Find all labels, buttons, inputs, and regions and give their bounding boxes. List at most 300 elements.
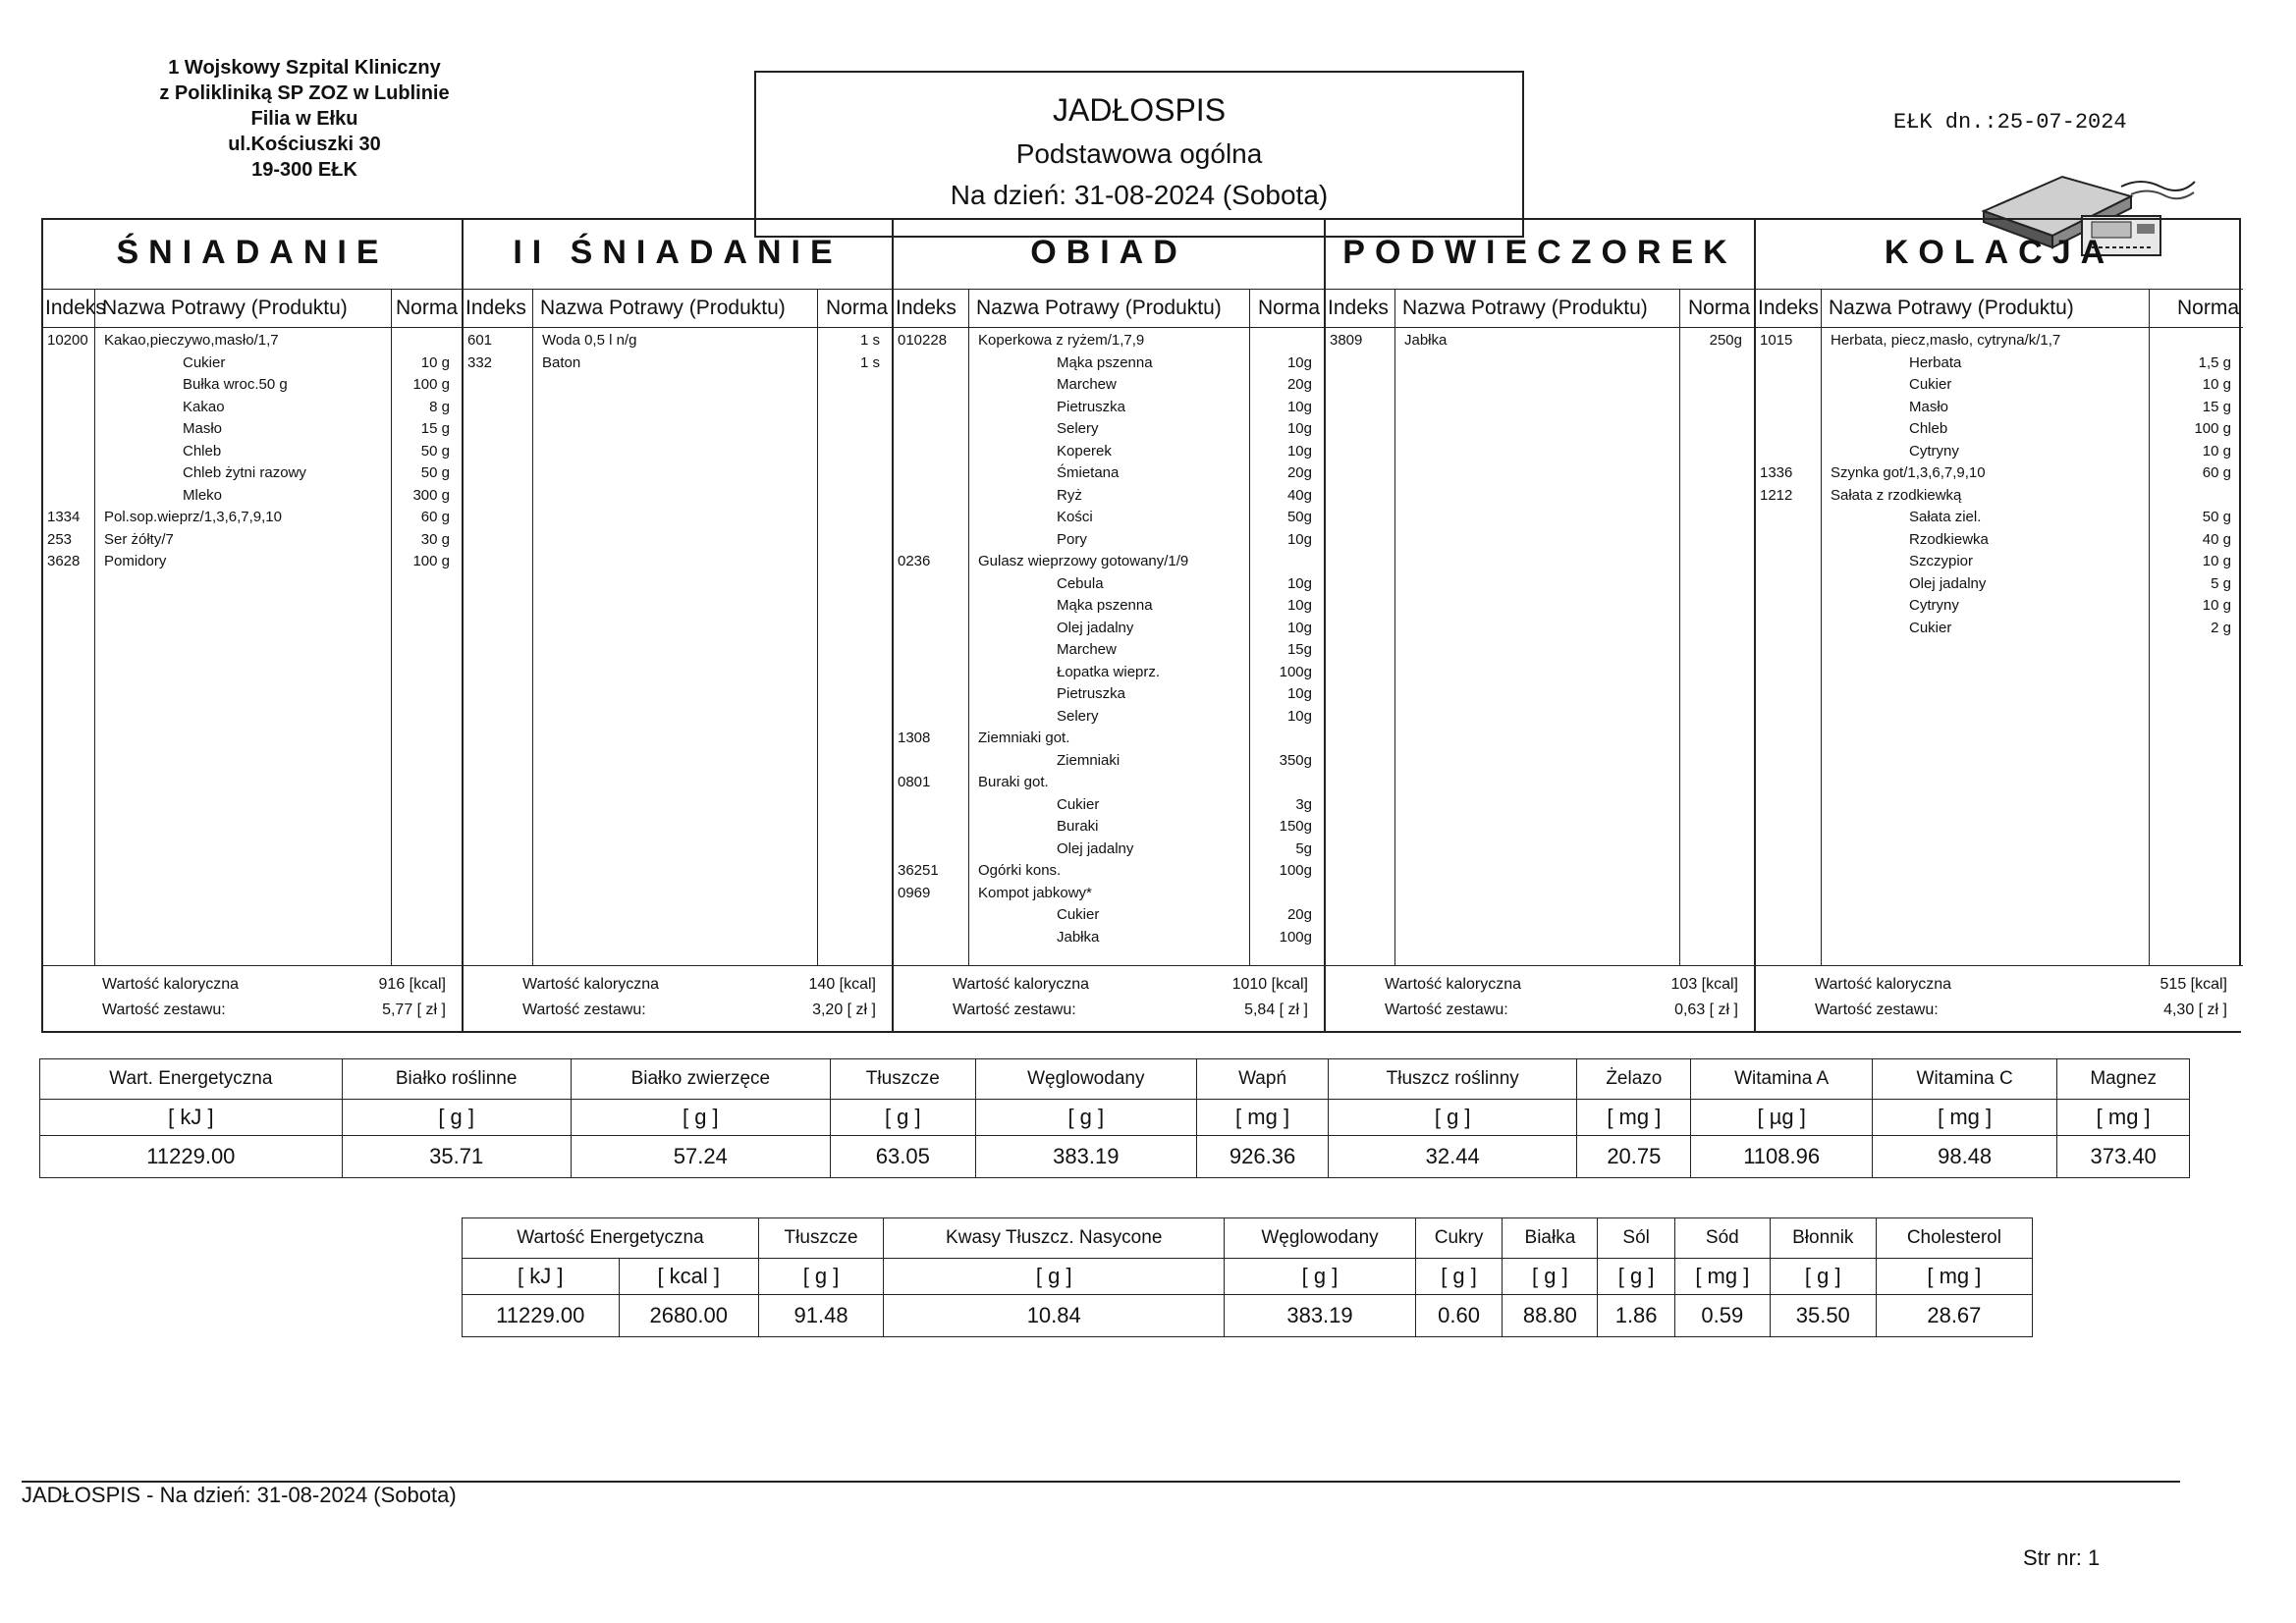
column-header-norm: Norma: [1257, 297, 1320, 319]
nutrient-unit: [ g ]: [831, 1100, 976, 1136]
item-norm: 50 g: [420, 464, 450, 481]
cost-value: 5,77 [ zł ]: [382, 1001, 446, 1018]
dish-name: Pol.sop.wieprz/1,3,6,7,9,10: [104, 509, 282, 525]
meal-item-row: [894, 862, 1324, 884]
nutrient-unit: [ g ]: [975, 1100, 1196, 1136]
calorie-value: 1010 [kcal]: [1231, 976, 1308, 993]
nutrient-value: 20.75: [1577, 1136, 1691, 1178]
meal-item-row: [894, 840, 1324, 862]
meal-item-row: [464, 354, 892, 376]
meal-column: [1326, 220, 1756, 1031]
calorie-label: Wartość kaloryczna: [1815, 976, 1951, 993]
meal-item-row: [894, 620, 1324, 641]
meal-item-row: [1756, 531, 2243, 553]
cost-value: 0,63 [ zł ]: [1674, 1001, 1738, 1018]
dish-name: Kompot jabkowy*: [978, 884, 1092, 901]
hospital-line: 19-300 EŁK: [251, 159, 357, 181]
ingredient-name: Cytryny: [1909, 442, 1959, 460]
meal-item-row: [894, 708, 1324, 730]
meal-item-row: [43, 509, 462, 530]
meal-item-row: [894, 929, 1324, 950]
nutrient-name: Sól: [1598, 1218, 1674, 1259]
ingredient-name: Chleb: [1909, 420, 1948, 437]
item-index: 1015: [1760, 332, 1793, 349]
cost-value: 4,30 [ zł ]: [2163, 1001, 2227, 1018]
cost-label: Wartość zestawu:: [953, 1001, 1076, 1018]
ingredient-name: Sałata ziel.: [1909, 509, 1982, 525]
ingredient-name: Kakao: [183, 398, 225, 415]
meal-item-row: [1326, 332, 1754, 353]
dish-name: Gulasz wieprzowy gotowany/1/9: [978, 553, 1189, 569]
meal-grid: [41, 218, 2241, 1033]
item-norm: 20g: [1286, 464, 1312, 481]
nutrient-unit: [ mg ]: [1872, 1100, 2056, 1136]
column-divider: [1394, 289, 1395, 966]
cost-value: 3,20 [ zł ]: [812, 1001, 876, 1018]
item-norm: 10 g: [2202, 553, 2231, 569]
item-norm: 3g: [1295, 795, 1312, 813]
ingredient-name: Olej jadalny: [1909, 574, 1987, 592]
nutrient-unit: [ g ]: [342, 1100, 571, 1136]
ingredient-name: Cukier: [1057, 906, 1100, 923]
ingredient-name: Marchew: [1057, 641, 1117, 658]
meal-item-row: [894, 685, 1324, 707]
dish-name: Herbata, piecz,masło, cytryna/k/1,7: [1831, 332, 2061, 349]
column-divider: [817, 289, 818, 966]
nutrient-value: 91.48: [758, 1295, 883, 1337]
meal-title: OBIAD: [1030, 234, 1187, 271]
nutrient-value: 35.50: [1770, 1295, 1876, 1337]
column-divider: [1679, 289, 1680, 966]
ingredient-name: Marchew: [1057, 376, 1117, 393]
item-index: 3628: [47, 553, 81, 569]
ingredient-name: Jabłka: [1057, 928, 1100, 946]
nutrient-value: 373.40: [2057, 1136, 2190, 1178]
column-header-index: Indeks: [45, 297, 106, 319]
meal-item-row: [894, 443, 1324, 464]
calorie-value: 515 [kcal]: [2159, 976, 2227, 993]
item-norm: 40 g: [2202, 530, 2231, 548]
meal-item-row: [1756, 509, 2243, 530]
ingredient-name: Chleb żytni razowy: [183, 464, 306, 481]
meal-item-row: [1756, 332, 2243, 353]
hospital-line: z Polikliniką SP ZOZ w Lublinie: [159, 82, 450, 104]
calorie-label: Wartość kaloryczna: [953, 976, 1089, 993]
ingredient-name: Ziemniaki: [1057, 751, 1121, 769]
ingredient-name: Mąka pszenna: [1057, 353, 1153, 371]
dish-name: Sałata z rzodkiewką: [1831, 486, 1962, 504]
ingredient-name: Masło: [183, 420, 223, 437]
ingredient-name: Cebula: [1057, 574, 1104, 592]
item-index: 3809: [1330, 332, 1363, 349]
nutrient-value: 383.19: [975, 1136, 1196, 1178]
nutrient-name: Cukry: [1415, 1218, 1503, 1259]
nutrition-table-1: [39, 1058, 2190, 1178]
nutrient-unit: [ g ]: [1598, 1259, 1674, 1295]
item-norm: 10g: [1286, 597, 1312, 614]
cost-label: Wartość zestawu:: [522, 1001, 646, 1018]
item-norm: 300 g: [412, 486, 450, 504]
meal-title: II ŚNIADANIE: [513, 234, 843, 271]
ingredient-name: Selery: [1057, 707, 1099, 725]
item-norm: 30 g: [420, 530, 450, 548]
ingredient-name: Selery: [1057, 420, 1099, 437]
ingredient-name: Chleb: [183, 442, 222, 460]
meal-item-row: [894, 796, 1324, 818]
meal-item-row: [43, 443, 462, 464]
nutrient-name: Tłuszcze: [831, 1059, 976, 1100]
item-index: 601: [467, 332, 493, 349]
meal-item-row: [894, 906, 1324, 928]
meal-item-row: [43, 332, 462, 353]
ingredient-name: Łopatka wieprz.: [1057, 663, 1161, 680]
item-norm: 100g: [1279, 928, 1312, 946]
meal-item-row: [894, 885, 1324, 906]
meal-item-row: [43, 354, 462, 376]
meal-item-row: [43, 464, 462, 486]
nutrient-value: 35.71: [342, 1136, 571, 1178]
nutrient-name: Białka: [1503, 1218, 1598, 1259]
nutrient-unit: [ kcal ]: [619, 1259, 758, 1295]
meal-summary: [43, 965, 462, 1031]
meal-column: [1756, 220, 2243, 1031]
meal-item-row: [894, 354, 1324, 376]
nutrient-name: Błonnik: [1770, 1218, 1876, 1259]
item-norm: 10g: [1286, 530, 1312, 548]
nutrient-name: Wart. Energetyczna: [40, 1059, 343, 1100]
nutrient-unit: [ g ]: [1329, 1100, 1577, 1136]
cost-label: Wartość zestawu:: [1815, 1001, 1939, 1018]
meal-column: [464, 220, 894, 1031]
nutrient-value: 10.84: [884, 1295, 1225, 1337]
column-header-row: [894, 289, 1324, 328]
meal-item-row: [894, 597, 1324, 619]
column-header-name: Nazwa Potrawy (Produktu): [102, 297, 348, 319]
nutrient-value: 0.60: [1415, 1295, 1503, 1337]
meal-item-row: [464, 332, 892, 353]
ingredient-name: Olej jadalny: [1057, 619, 1134, 636]
item-norm: 10g: [1286, 420, 1312, 437]
nutrient-unit: [ mg ]: [1674, 1259, 1770, 1295]
nutrient-unit: [ mg ]: [2057, 1100, 2190, 1136]
nutrient-name: Węglowodany: [1225, 1218, 1415, 1259]
item-norm: 250g: [1709, 332, 1742, 349]
meal-item-row: [894, 553, 1324, 574]
item-index: 332: [467, 353, 493, 371]
ingredient-name: Rzodkiewka: [1909, 530, 1989, 548]
nutrient-unit: [ g ]: [884, 1259, 1225, 1295]
ingredient-name: Mleko: [183, 486, 223, 504]
dish-name: Buraki got.: [978, 774, 1049, 790]
nutrient-name: Kwasy Tłuszcz. Nasycone: [884, 1218, 1225, 1259]
item-index: 253: [47, 530, 73, 548]
item-norm: 5 g: [2211, 574, 2231, 592]
item-norm: 150g: [1279, 818, 1312, 835]
item-norm: 2 g: [2211, 619, 2231, 636]
ingredient-name: Masło: [1909, 398, 1949, 415]
nutrient-value: 57.24: [571, 1136, 830, 1178]
nutrient-name: Witamina A: [1691, 1059, 1873, 1100]
nutrient-name: Żelazo: [1577, 1059, 1691, 1100]
meal-title: KOLACJA: [1884, 234, 2115, 271]
cost-label: Wartość zestawu:: [1385, 1001, 1508, 1018]
meal-item-row: [1756, 420, 2243, 442]
ingredient-name: Cukier: [183, 353, 226, 371]
column-header-norm: Norma: [1687, 297, 1750, 319]
meal-summary: [894, 965, 1324, 1031]
meal-item-row: [894, 730, 1324, 751]
meal-item-row: [1756, 597, 2243, 619]
ingredient-name: Cukier: [1909, 376, 1952, 393]
nutrient-name: Tłuszcz roślinny: [1329, 1059, 1577, 1100]
ingredient-name: Ryż: [1057, 486, 1082, 504]
meal-summary: [1756, 965, 2243, 1031]
meal-item-row: [1756, 553, 2243, 574]
meal-item-row: [43, 531, 462, 553]
nutrient-name: Białko zwierzęce: [571, 1059, 830, 1100]
meal-item-row: [43, 399, 462, 420]
column-header-index: Indeks: [1328, 297, 1389, 319]
nutrient-unit: [ mg ]: [1197, 1100, 1329, 1136]
item-norm: 15 g: [2202, 398, 2231, 415]
ingredient-name: Pory: [1057, 530, 1087, 548]
item-index: 1336: [1760, 464, 1793, 481]
item-norm: 60 g: [2202, 464, 2231, 481]
item-norm: 10 g: [2202, 597, 2231, 614]
nutrient-unit: [ g ]: [1415, 1259, 1503, 1295]
cost-label: Wartość zestawu:: [102, 1001, 226, 1018]
nutrient-unit: [ µg ]: [1691, 1100, 1873, 1136]
item-norm: 1 s: [859, 353, 880, 371]
meal-item-row: [43, 553, 462, 574]
page-title: JADŁOSPIS: [1052, 92, 1227, 128]
nutrient-value: 383.19: [1225, 1295, 1415, 1337]
page-number: Str nr: 1: [2023, 1545, 2101, 1570]
nutrient-unit: [ g ]: [1770, 1259, 1876, 1295]
item-norm: 100 g: [2194, 420, 2231, 437]
nutrient-unit: [ g ]: [571, 1100, 830, 1136]
meal-item-row: [894, 332, 1324, 353]
nutrient-value: 88.80: [1503, 1295, 1598, 1337]
item-norm: 10 g: [2202, 376, 2231, 393]
nutrient-value: 28.67: [1876, 1295, 2032, 1337]
meal-item-row: [894, 531, 1324, 553]
calorie-label: Wartość kaloryczna: [102, 976, 239, 993]
calorie-label: Wartość kaloryczna: [1385, 976, 1521, 993]
meal-item-row: [1756, 354, 2243, 376]
item-norm: 10g: [1286, 685, 1312, 702]
nutrient-unit: [ kJ ]: [463, 1259, 620, 1295]
item-index: 10200: [47, 332, 88, 349]
column-header-name: Nazwa Potrawy (Produktu): [540, 297, 786, 319]
meal-item-row: [1756, 487, 2243, 509]
item-norm: 100g: [1279, 663, 1312, 680]
meal-item-row: [894, 818, 1324, 839]
item-norm: 10g: [1286, 619, 1312, 636]
meal-item-row: [894, 376, 1324, 398]
hospital-line: Filia w Ełku: [250, 108, 358, 130]
item-norm: 10g: [1286, 574, 1312, 592]
column-header-index: Indeks: [465, 297, 526, 319]
meal-item-row: [1756, 620, 2243, 641]
dish-name: Ziemniaki got.: [978, 730, 1070, 746]
item-norm: 350g: [1279, 751, 1312, 769]
meal-item-row: [894, 399, 1324, 420]
ingredient-name: Cukier: [1057, 795, 1100, 813]
energy-header: Wartość Energetyczna: [463, 1218, 759, 1259]
meal-item-row: [1756, 443, 2243, 464]
meal-item-row: [894, 664, 1324, 685]
nutrient-name: Witamina C: [1872, 1059, 2056, 1100]
nutrient-value: 1.86: [1598, 1295, 1674, 1337]
calorie-value: 103 [kcal]: [1670, 976, 1738, 993]
column-header-row: [464, 289, 892, 328]
item-norm: 50g: [1286, 509, 1312, 525]
nutrient-value: 1108.96: [1691, 1136, 1873, 1178]
item-index: 1334: [47, 509, 81, 525]
item-norm: 10g: [1286, 353, 1312, 371]
ingredient-name: Olej jadalny: [1057, 839, 1134, 857]
meal-title: ŚNIADANIE: [116, 234, 389, 271]
item-norm: 10 g: [2202, 442, 2231, 460]
meal-item-row: [894, 464, 1324, 486]
dish-name: Pomidory: [104, 553, 167, 569]
item-norm: 5g: [1295, 839, 1312, 857]
item-index: 0801: [898, 774, 931, 790]
item-norm: 15 g: [420, 420, 450, 437]
hospital-address: [118, 55, 491, 183]
dish-name: Jabłka: [1404, 332, 1448, 349]
column-header-norm: Norma: [825, 297, 888, 319]
meal-item-row: [894, 641, 1324, 663]
item-norm: 10g: [1286, 398, 1312, 415]
item-norm: 15g: [1286, 641, 1312, 658]
meal-summary: [464, 965, 892, 1031]
column-header-row: [1326, 289, 1754, 328]
column-header-norm: Norma: [2176, 297, 2239, 319]
nutrient-value: 926.36: [1197, 1136, 1329, 1178]
meal-item-row: [1756, 399, 2243, 420]
meal-item-row: [1756, 575, 2243, 597]
item-norm: 10 g: [420, 353, 450, 371]
item-index: 010228: [898, 332, 948, 349]
nutrition-table-2: [462, 1217, 2033, 1337]
item-norm: 20g: [1286, 906, 1312, 923]
item-index: 1308: [898, 730, 931, 746]
column-header-index: Indeks: [896, 297, 957, 319]
meal-item-row: [1756, 464, 2243, 486]
ingredient-name: Cukier: [1909, 619, 1952, 636]
nutrient-name: Magnez: [2057, 1059, 2190, 1100]
nutrient-unit: [ g ]: [1225, 1259, 1415, 1295]
dish-name: Baton: [542, 353, 581, 371]
meal-summary: [1326, 965, 1754, 1031]
item-norm: 100g: [1279, 862, 1312, 879]
column-header-row: [43, 289, 462, 328]
item-index: 1212: [1760, 486, 1793, 504]
item-norm: 100 g: [412, 376, 450, 393]
item-norm: 10g: [1286, 442, 1312, 460]
item-norm: 10g: [1286, 707, 1312, 725]
dish-name: Woda 0,5 l n/g: [542, 332, 637, 349]
ingredient-name: Cytryny: [1909, 597, 1959, 614]
meal-item-row: [43, 376, 462, 398]
ingredient-name: Pietruszka: [1057, 398, 1126, 415]
column-header-name: Nazwa Potrawy (Produktu): [976, 297, 1222, 319]
nutrient-value: 32.44: [1329, 1136, 1577, 1178]
ingredient-name: Szczypior: [1909, 553, 1974, 569]
item-index: 36251: [898, 862, 939, 879]
item-norm: 100 g: [412, 553, 450, 569]
column-header-row: [1756, 289, 2243, 328]
ingredient-name: Bułka wroc.50 g: [183, 376, 288, 393]
ingredient-name: Herbata: [1909, 353, 1962, 371]
nutrient-name: Białko roślinne: [342, 1059, 571, 1100]
ingredient-name: Pietruszka: [1057, 685, 1126, 702]
diet-type: Podstawowa ogólna: [1015, 138, 1263, 169]
item-norm: 20g: [1286, 376, 1312, 393]
issue-date: EŁK dn.:25-07-2024: [1893, 110, 2127, 135]
calorie-value: 140 [kcal]: [808, 976, 876, 993]
nutrient-name: Cholesterol: [1876, 1218, 2032, 1259]
nutrient-value: 63.05: [831, 1136, 976, 1178]
nutrient-unit: [ g ]: [758, 1259, 883, 1295]
nutrient-unit: [ mg ]: [1876, 1259, 2032, 1295]
item-norm: 50 g: [2202, 509, 2231, 525]
calorie-label: Wartość kaloryczna: [522, 976, 659, 993]
ingredient-name: Mąka pszenna: [1057, 597, 1153, 614]
meal-title: PODWIECZOREK: [1342, 234, 1737, 271]
item-index: 0236: [898, 553, 931, 569]
column-header-index: Indeks: [1758, 297, 1819, 319]
dish-name: Ser żółty/7: [104, 530, 174, 548]
nutrient-unit: [ mg ]: [1577, 1100, 1691, 1136]
nutrient-value: 98.48: [1872, 1136, 2056, 1178]
dish-name: Ogórki kons.: [978, 862, 1062, 879]
meal-item-row: [894, 509, 1324, 530]
column-header-name: Nazwa Potrawy (Produktu): [1829, 297, 2074, 319]
ingredient-name: Koperek: [1057, 442, 1112, 460]
nutrient-name: Sód: [1674, 1218, 1770, 1259]
nutrient-unit: [ g ]: [1503, 1259, 1598, 1295]
title-box: [754, 71, 1524, 238]
nutrient-name: Tłuszcze: [758, 1218, 883, 1259]
meal-item-row: [1756, 376, 2243, 398]
hospital-line: 1 Wojskowy Szpital Kliniczny: [168, 57, 441, 79]
item-norm: 60 g: [420, 509, 450, 525]
menu-date: Na dzień: 31-08-2024 (Sobota): [950, 180, 1329, 210]
hospital-line: ul.Kościuszki 30: [228, 134, 381, 155]
item-norm: 8 g: [429, 398, 450, 415]
item-norm: 1 s: [859, 332, 880, 349]
meal-item-row: [894, 575, 1324, 597]
nutrient-value: 0.59: [1674, 1295, 1770, 1337]
nutrient-name: Wapń: [1197, 1059, 1329, 1100]
ingredient-name: Buraki: [1057, 818, 1099, 835]
meal-item-row: [894, 487, 1324, 509]
footer-text: JADŁOSPIS - Na dzień: 31-08-2024 (Sobota): [22, 1483, 457, 1507]
meal-column: [894, 220, 1326, 1031]
meal-item-row: [43, 420, 462, 442]
column-divider: [532, 289, 533, 966]
item-norm: 50 g: [420, 442, 450, 460]
cost-value: 5,84 [ zł ]: [1244, 1001, 1308, 1018]
dish-name: Kakao,pieczywo,masło/1,7: [104, 332, 279, 349]
ingredient-name: Kości: [1057, 509, 1093, 525]
nutrient-unit: [ kJ ]: [40, 1100, 343, 1136]
meal-item-row: [894, 774, 1324, 795]
item-norm: 40g: [1286, 486, 1312, 504]
